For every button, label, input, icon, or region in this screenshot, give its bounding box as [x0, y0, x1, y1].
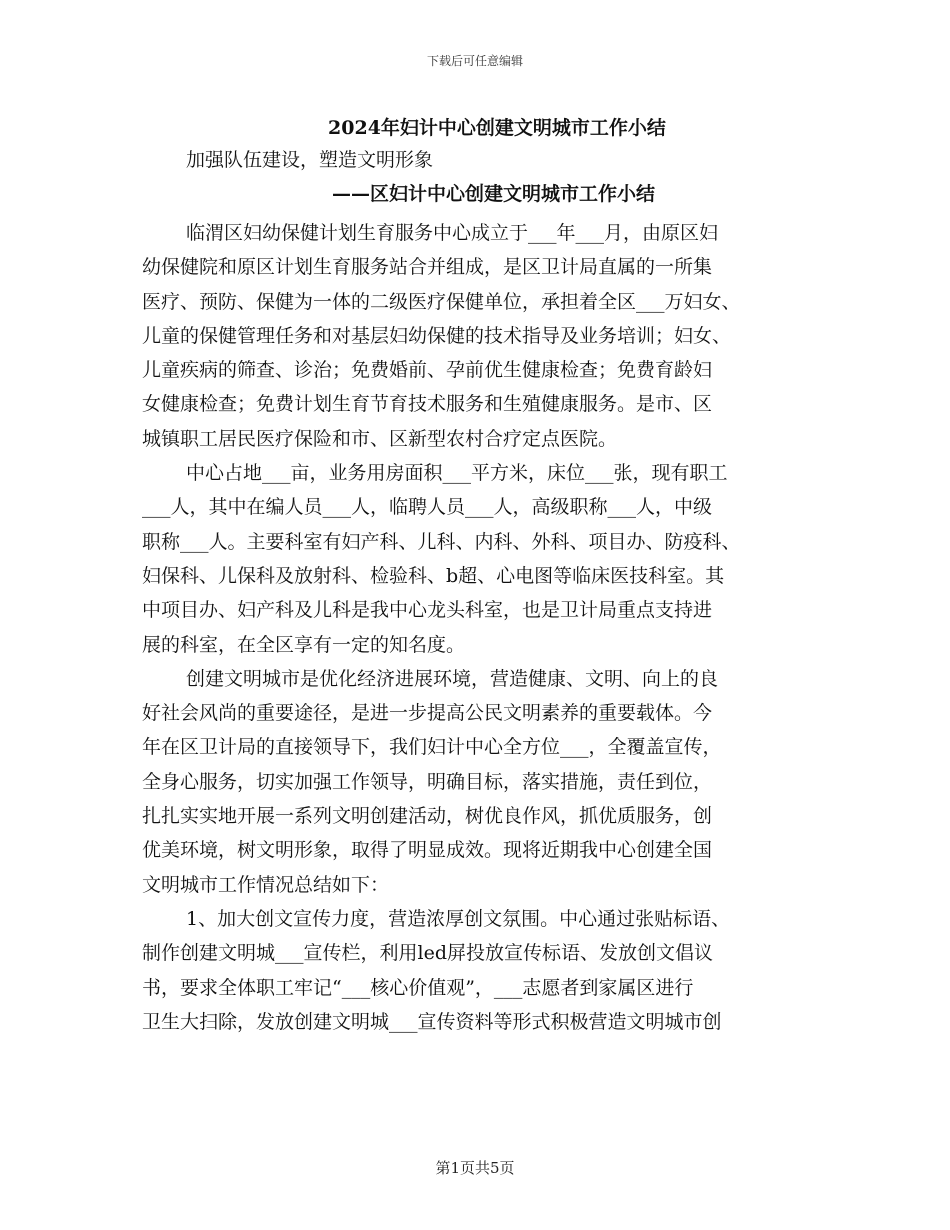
paragraph-line: 1、加大创文宣传力度，营造浓厚创文氛围。中心通过张贴标语、 [186, 907, 731, 930]
paragraph-1 [142, 216, 812, 456]
paragraph-line: 中项目办、妇产科及儿科是我中心龙头科室，也是卫计局重点支持进 [142, 599, 713, 622]
paragraph-line: 创建文明城市是优化经济进展环境，营造健康、文明、向上的良 [186, 667, 719, 690]
paragraph-line: 全身心服务，切实加强工作领导，明确目标，落实措施，责任到位， [142, 770, 713, 793]
paragraph-line: 中心占地___亩，业务用房面积___平方米，床位___张，现有职工 [186, 462, 728, 485]
paragraph-line: 卫生大扫除，发放创建文明城___宣传资料等形式积极营造文明城市创 [142, 1010, 722, 1033]
page-footer: 第1页共5页 [435, 1159, 515, 1177]
paragraph-line: 儿童的保健管理任务和对基层妇幼保健的技术指导及业务培训；妇女、 [142, 324, 732, 347]
paragraph-line: 书，要求全体职工牢记“___核心价值观”，___志愿者到家属区进行 [142, 976, 694, 999]
header-note: 下载后可任意编辑 [426, 54, 523, 68]
paragraph-2 [142, 456, 812, 662]
paragraph-line: 职称___人。主要科室有妇产科、儿科、内科、外科、项目办、防疫科、 [142, 530, 741, 553]
paragraph-line: 临渭区妇幼保健计划生育服务中心成立于___年___月，由原区妇 [186, 222, 719, 244]
paragraph-line: ___人，其中在编人员___人，临聘人员___人，高级职称___人，中级 [142, 496, 713, 519]
document-subtitle: 加强队伍建设，塑造文明形象 [186, 149, 434, 171]
document-body [142, 112, 812, 1039]
paragraph-line: 城镇职工居民医疗保险和市、区新型农村合疗定点医院。 [142, 427, 618, 450]
paragraph-line: 好社会风尚的重要途径，是进一步提高公民文明素养的重要载体。今 [142, 702, 713, 725]
paragraph-line: 文明城市工作情况总结如下： [142, 873, 390, 896]
paragraph-line: 制作创建文明城___宣传栏，利用led屏投放宣传标语、发放创文倡议 [142, 942, 713, 965]
paragraph-line: 年在区卫计局的直接领导下，我们妇计中心全方位___，全覆盖宣传， [142, 736, 722, 759]
paragraph-line: 儿童疾病的筛查、诊治；免费婚前、孕前优生健康检查；免费育龄妇 [142, 359, 713, 382]
paragraph-line: 展的科室，在全区享有一定的知名度。 [142, 633, 466, 656]
paragraph-line: 医疗、预防、保健为一体的二级医疗保健单位，承担着全区___万妇女、 [142, 290, 741, 313]
paragraph-3 [142, 662, 812, 902]
paragraph-line: 妇保科、儿保科及放射科、检验科、b超、心电图等临床医技科室。其 [142, 564, 725, 587]
paragraph-line: 女健康检查；免费计划生育节育技术服务和生殖健康服务。是市、区 [142, 393, 713, 416]
document-subtitle-secondary: ——区妇计中心创建文明城市工作小结 [332, 183, 656, 205]
paragraph-line: 幼保健院和原区计划生育服务站合并组成，是区卫计局直属的一所集 [142, 256, 713, 279]
paragraph-4 [142, 902, 812, 1039]
paragraph-line: 优美环境，树文明形象，取得了明显成效。现将近期我中心创建全国 [142, 839, 713, 862]
document-title: 2024年妇计中心创建文明城市工作小结 [328, 117, 666, 139]
paragraph-line: 扎扎实实地开展一系列文明创建活动，树优良作风，抓优质服务，创 [142, 805, 713, 828]
